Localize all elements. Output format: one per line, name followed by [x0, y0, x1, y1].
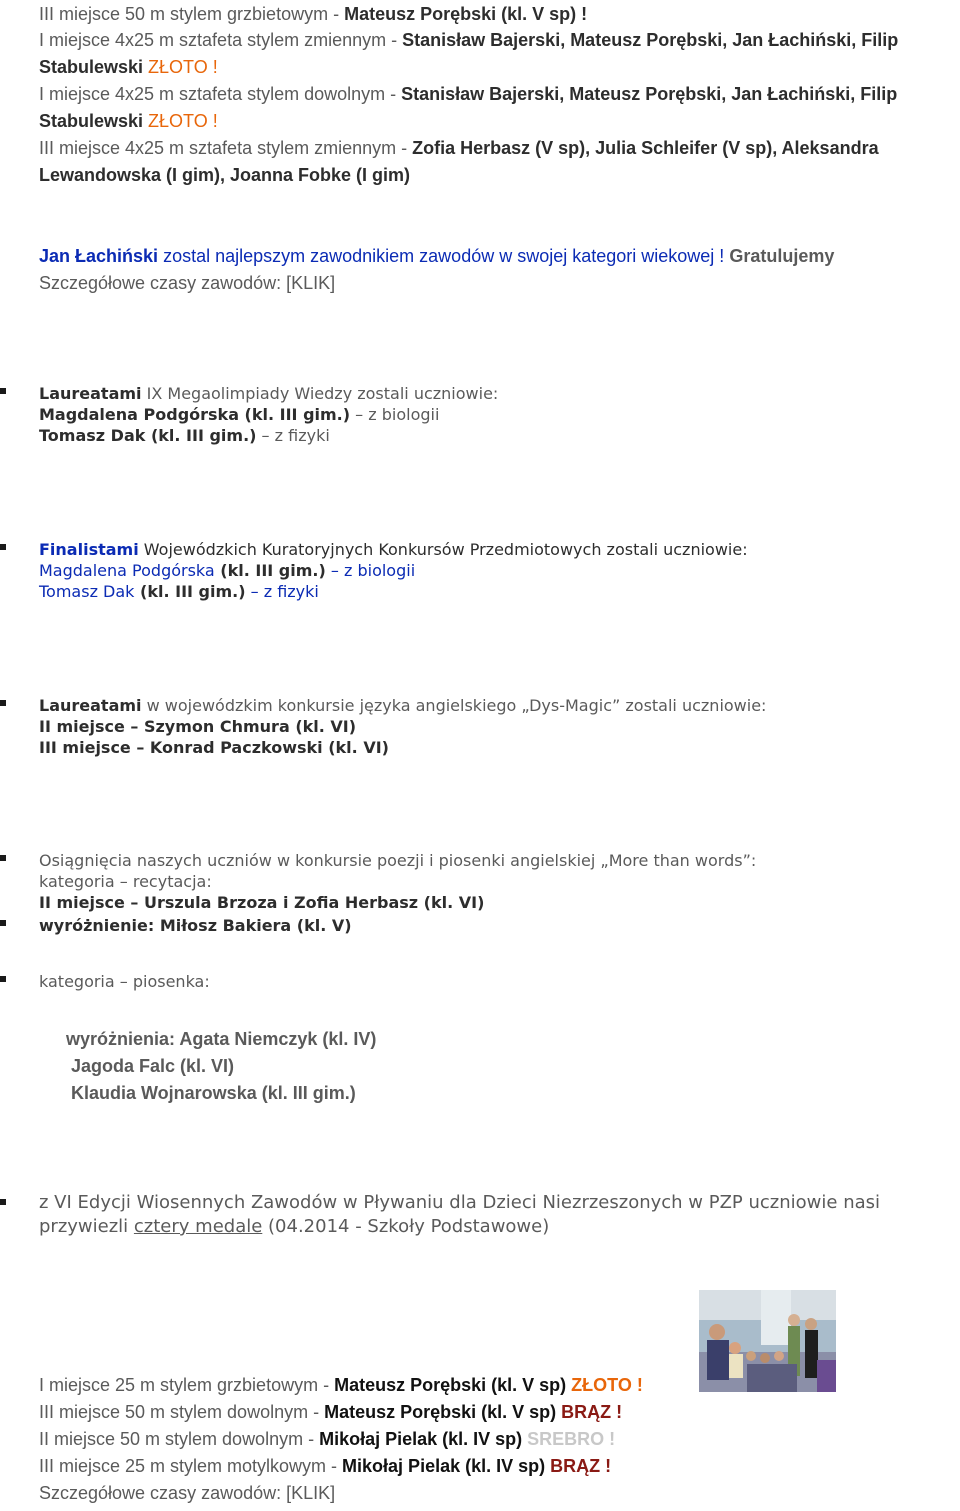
- medal-bronze: BRĄZ !: [561, 1402, 623, 1422]
- laureate-subject: – z fizyki: [256, 426, 330, 445]
- mega-row-2: [39, 426, 330, 446]
- athlete-text: Stabulewski: [39, 111, 149, 131]
- poetry-row-1: II miejsce – Urszula Brzoza i Zofia Herbasz (kl. VI): [39, 893, 485, 912]
- intro-text: (04.2014 - Szkoły Podstawowe): [262, 1216, 550, 1237]
- final-heading-bold: Finalistami: [39, 540, 139, 559]
- dys-row-1: II miejsce – Szymon Chmura (kl. VI): [39, 717, 357, 736]
- event-text: I miejsce 25 m stylem grzbietowym -: [39, 1375, 335, 1395]
- song-row-1: wyróżnienia: Agata Niemczyk (kl. IV): [66, 1029, 377, 1049]
- times-label: Szczegółowe czasy zawodów:: [39, 273, 287, 293]
- photo-image: [699, 1290, 836, 1392]
- event-text: III miejsce 50 m stylem dowolnym -: [39, 1402, 325, 1422]
- bullet-icon: [0, 1199, 6, 1205]
- mega-heading: [39, 384, 498, 404]
- swim-top-line-5: [39, 111, 218, 131]
- swim-top-line-1: [39, 4, 587, 24]
- medal-bronze: BRĄZ !: [550, 1456, 612, 1476]
- athlete-text: Mikołaj Pielak (kl. IV sp): [342, 1456, 551, 1476]
- bullet-icon: [0, 920, 6, 926]
- bullet-icon: [0, 700, 6, 706]
- medal-gold: ZŁOTO !: [148, 57, 218, 77]
- medal-row-4: [39, 1456, 611, 1476]
- swim-top-line-7: Lewandowska (I gim), Joanna Fobke (I gim): [39, 165, 411, 185]
- athlete-text: Mateusz Porębski (kl. V sp) !: [344, 4, 588, 24]
- athlete-text: Stanisław Bajerski, Mateusz Porębski, Jan Łachiński, Filip: [402, 30, 899, 50]
- finalist-class: (kl. III gim.): [134, 582, 246, 601]
- laureate-name: Magdalena Podgórska (kl. III gim.): [39, 405, 351, 424]
- mega-heading-text: IX Megaolimpiady Wiedzy zostali uczniowie:: [141, 384, 499, 403]
- medals-link[interactable]: cztery medale: [133, 1216, 263, 1237]
- final-heading-text: Wojewódzkich Kuratoryjnych Konkursów Przedmiotowych zostali uczniowie:: [138, 540, 748, 559]
- medal-row-2: [39, 1402, 622, 1422]
- poetry-row-2: wyróżnienie: Miłosz Bakiera (kl. V): [39, 916, 352, 935]
- medal-row-3: [39, 1429, 615, 1449]
- athlete-text: Stanisław Bajerski, Mateusz Porębski, Jan Łachiński, Filip: [401, 84, 898, 104]
- finalist-subject: – z biologii: [325, 561, 416, 580]
- poetry-category-song: kategoria – piosenka:: [39, 972, 210, 991]
- mega-row-1: [39, 405, 439, 425]
- swim-intro-line-1: z VI Edycji Wiosennych Zawodów w Pływaniu dla Dzieci Niezrzeszonych w PZP uczniowie nasi: [39, 1192, 881, 1213]
- athlete-text: Mateusz Porębski (kl. V sp): [324, 1402, 562, 1422]
- bullet-icon: [0, 976, 6, 982]
- final-row-1: [39, 561, 415, 581]
- best-competitor-name: Jan Łachiński: [39, 246, 159, 266]
- poetry-heading: Osiągnięcia naszych uczniów w konkursie poezji i piosenki angielskiej „More than words”:: [39, 851, 757, 870]
- event-text: I miejsce 4x25 m sztafeta stylem dowolnym -: [39, 84, 402, 104]
- dys-heading-bold: Laureatami: [39, 696, 142, 715]
- congrats-text: Gratulujemy: [729, 246, 835, 266]
- event-text: III miejsce 25 m stylem motylkowym -: [39, 1456, 343, 1476]
- times-line-bottom: [39, 1483, 335, 1503]
- song-row-3: Klaudia Wojnarowska (kl. III gim.): [71, 1083, 356, 1103]
- medal-gold: ZŁOTO !: [571, 1375, 643, 1395]
- dys-heading-text: w wojewódzkim konkursie języka angielskiego „Dys-Magic” zostali uczniowie:: [141, 696, 767, 715]
- medal-row-1: [39, 1375, 643, 1395]
- bullet-icon: [0, 855, 6, 861]
- medal-gold: ZŁOTO !: [148, 111, 218, 131]
- dys-row-2: III miejsce – Konrad Paczkowski (kl. VI): [39, 738, 389, 757]
- athlete-text: Zofia Herbasz (V sp), Julia Schleifer (V sp), Aleksandra: [412, 138, 879, 158]
- best-competitor: [39, 246, 834, 266]
- bullet-icon: [0, 388, 6, 394]
- event-text: I miejsce 4x25 m sztafeta stylem zmiennym -: [39, 30, 403, 50]
- finalist-subject: – z fizyki: [245, 582, 319, 601]
- times-link[interactable]: [KLIK]: [286, 273, 336, 293]
- intro-text: przywiezli: [39, 1216, 134, 1237]
- times-label: Szczegółowe czasy zawodów:: [39, 1483, 287, 1503]
- swim-top-line-2: [39, 30, 898, 50]
- finalist-class: (kl. III gim.): [214, 561, 326, 580]
- event-text: III miejsce 4x25 m sztafeta stylem zmiennym -: [39, 138, 413, 158]
- event-text: II miejsce 50 m stylem dowolnym -: [39, 1429, 320, 1449]
- times-line-top: [39, 273, 335, 293]
- athlete-text: Stabulewski: [39, 57, 149, 77]
- swimmers-photo: [699, 1290, 836, 1392]
- dys-heading: [39, 696, 766, 716]
- laureate-subject: – z biologii: [350, 405, 440, 424]
- finalist-name: Magdalena Podgórska: [39, 561, 215, 580]
- event-text: III miejsce 50 m stylem grzbietowym -: [39, 4, 345, 24]
- poetry-category-recitation: kategoria – recytacja:: [39, 872, 212, 891]
- athlete-text: Mateusz Porębski (kl. V sp): [334, 1375, 572, 1395]
- swim-top-line-3: [39, 57, 218, 77]
- swim-top-line-6: [39, 138, 879, 158]
- final-row-2: [39, 582, 319, 602]
- final-heading: [39, 540, 748, 560]
- song-row-2: Jagoda Falc (kl. VI): [71, 1056, 235, 1076]
- mega-heading-bold: Laureatami: [39, 384, 142, 403]
- laureate-name: Tomasz Dak (kl. III gim.): [39, 426, 257, 445]
- swim-top-line-4: [39, 84, 897, 104]
- bullet-icon: [0, 544, 6, 550]
- swim-intro-line-2: [39, 1217, 549, 1237]
- athlete-text: Mikołaj Pielak (kl. IV sp): [319, 1429, 528, 1449]
- best-competitor-text: zostal najlepszym zawodnikiem zawodów w swojej kategori wiekowej !: [158, 246, 730, 266]
- times-link[interactable]: [KLIK]: [286, 1483, 336, 1503]
- medal-silver: SREBRO !: [527, 1429, 616, 1449]
- finalist-name: Tomasz Dak: [39, 582, 135, 601]
